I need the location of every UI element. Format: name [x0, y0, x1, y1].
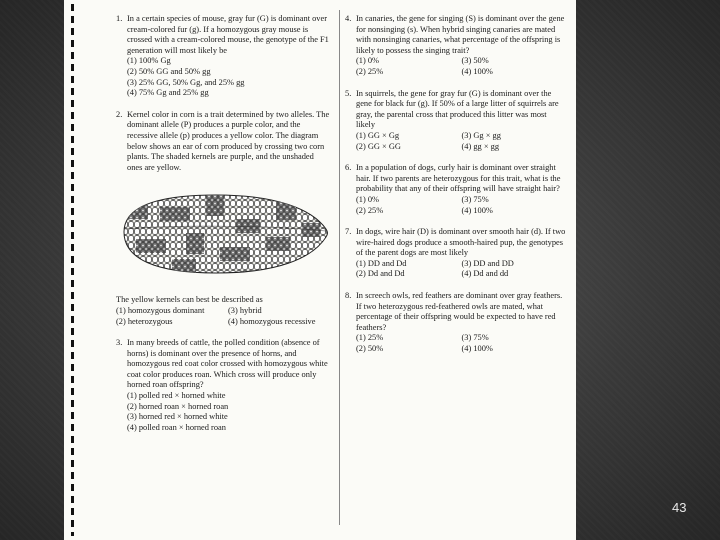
option: (3) 75% — [461, 194, 489, 204]
option: (1) 25% — [356, 333, 384, 343]
options-grid — [345, 259, 567, 280]
option: (4) polled roan × horned roan — [127, 422, 226, 432]
slide-number: 43 — [672, 500, 687, 515]
right-column — [345, 14, 567, 366]
question-text: In dogs, wire hair (D) is dominant over smooth hair (d). If two wire-haired dogs produce a smooth-haired pup, the genotypes of the parent dogs are most likely — [356, 227, 566, 258]
question-text: In a population of dogs, curly hair is dominant over straight hair. If two parents are heterozygous for this trait, what is the probability that any of their offspring will have straight hair? — [356, 163, 561, 194]
options-grid — [345, 56, 567, 77]
options-grid — [345, 333, 567, 354]
question-3 — [116, 338, 330, 433]
question-2 — [116, 110, 330, 174]
question-text: In canaries, the gene for singing (S) is dominant over the gene for nonsinging (s). When hybrid singing canaries are mated with nonsinging canaries, what percentage of the offspring is likely to possess the singing trait? — [356, 14, 565, 55]
options-grid — [345, 131, 567, 152]
options-row — [116, 317, 330, 328]
option: (3) 50% — [461, 56, 489, 66]
option: (4) Dd and dd — [461, 269, 509, 279]
question-4 — [345, 14, 567, 78]
question-number: 4. — [345, 14, 352, 23]
question-number: 2. — [116, 109, 123, 119]
option: (2) 50% — [356, 344, 384, 354]
options-grid — [345, 195, 567, 216]
question-text: In a certain species of mouse, gray fur (G) is dominant over cream-colored fur (g). If a homozygous gray mouse is crossed with a cream-colored mouse, the genotype of the F1 generation will most likely be — [127, 14, 329, 55]
option: (1) DD and Dd — [356, 258, 407, 268]
option: (3) 25% GG, 50% Gg, and 25% gg — [127, 77, 245, 87]
question-text: In many breeds of cattle, the polled condition (absence of horns) is dominant over the presence of horns, and homozygous red coat color crossed with homozygous white coat color produces roan. Which cross will produce only horned roan offspring? — [127, 338, 328, 390]
question-8 — [345, 291, 567, 355]
question-number: 3. — [116, 338, 123, 348]
option: (3) 75% — [461, 333, 489, 343]
options-row — [116, 306, 330, 317]
option: (2) 25% — [356, 205, 384, 215]
option: (2) 25% — [356, 66, 384, 76]
option: (4) 75% Gg and 25% gg — [127, 88, 209, 98]
option: (2) Dd and Dd — [356, 269, 405, 279]
question-number: 8. — [345, 291, 352, 301]
option: (1) homozygous dominant — [116, 305, 205, 315]
question-number: 7. — [345, 227, 352, 237]
option: (3) DD and DD — [461, 258, 514, 268]
option: (4) gg × gg — [461, 141, 500, 151]
option: (2) heterozygous — [116, 316, 173, 326]
option: (4) 100% — [461, 344, 493, 354]
option: (1) 0% — [356, 56, 380, 66]
option: (1) 100% Gg — [127, 56, 171, 66]
question-6 — [345, 163, 567, 216]
question-followup: The yellow kernels can best be described as — [116, 295, 263, 305]
option: (4) homozygous recessive — [228, 316, 316, 326]
corn-ear-diagram — [116, 179, 330, 285]
column-divider — [339, 10, 340, 525]
option: (3) hybrid — [228, 305, 262, 315]
question-number: 6. — [345, 163, 352, 173]
option: (1) polled red × horned white — [127, 391, 226, 401]
option: (2) 50% GG and 50% gg — [127, 66, 211, 76]
option: (3) Gg × gg — [461, 130, 501, 140]
option: (1) 0% — [356, 194, 380, 204]
question-2-prompt — [116, 295, 330, 327]
question-text: In screech owls, red feathers are dominant over gray feathers. If two heterozygous red-feathered owls are mated, what percentage of their offspring would be expected to have red feathers? — [356, 291, 563, 332]
question-text: In squirrels, the gene for gray fur (G) is dominant over the gene for black fur (g). If 50% of a large litter of squirrels are gray, the parental cross that produced this litter was most likely — [356, 88, 559, 130]
option: (2) GG × GG — [356, 141, 401, 151]
option: (3) horned red × horned white — [127, 412, 228, 422]
question-1 — [116, 14, 330, 99]
option: (2) horned roan × horned roan — [127, 401, 229, 411]
left-column — [116, 14, 330, 444]
question-7 — [345, 227, 567, 280]
question-5 — [345, 89, 567, 153]
question-number: 5. — [345, 88, 352, 98]
page-perforation-edge — [71, 4, 74, 536]
option: (4) 100% — [461, 205, 493, 215]
question-text: Kernel color in corn is a trait determined by two alleles. The dominant allele (P) produces a purple color, and the recessive allele (p) produces a yellow color. The diagram below shows an ear of corn produced by crossing two corn plants. The shaded kernels are purple, and the unshaded ones are yellow. — [127, 109, 330, 172]
option: (4) 100% — [461, 66, 493, 76]
question-number: 1. — [116, 14, 123, 23]
option: (1) GG × Gg — [356, 130, 400, 140]
